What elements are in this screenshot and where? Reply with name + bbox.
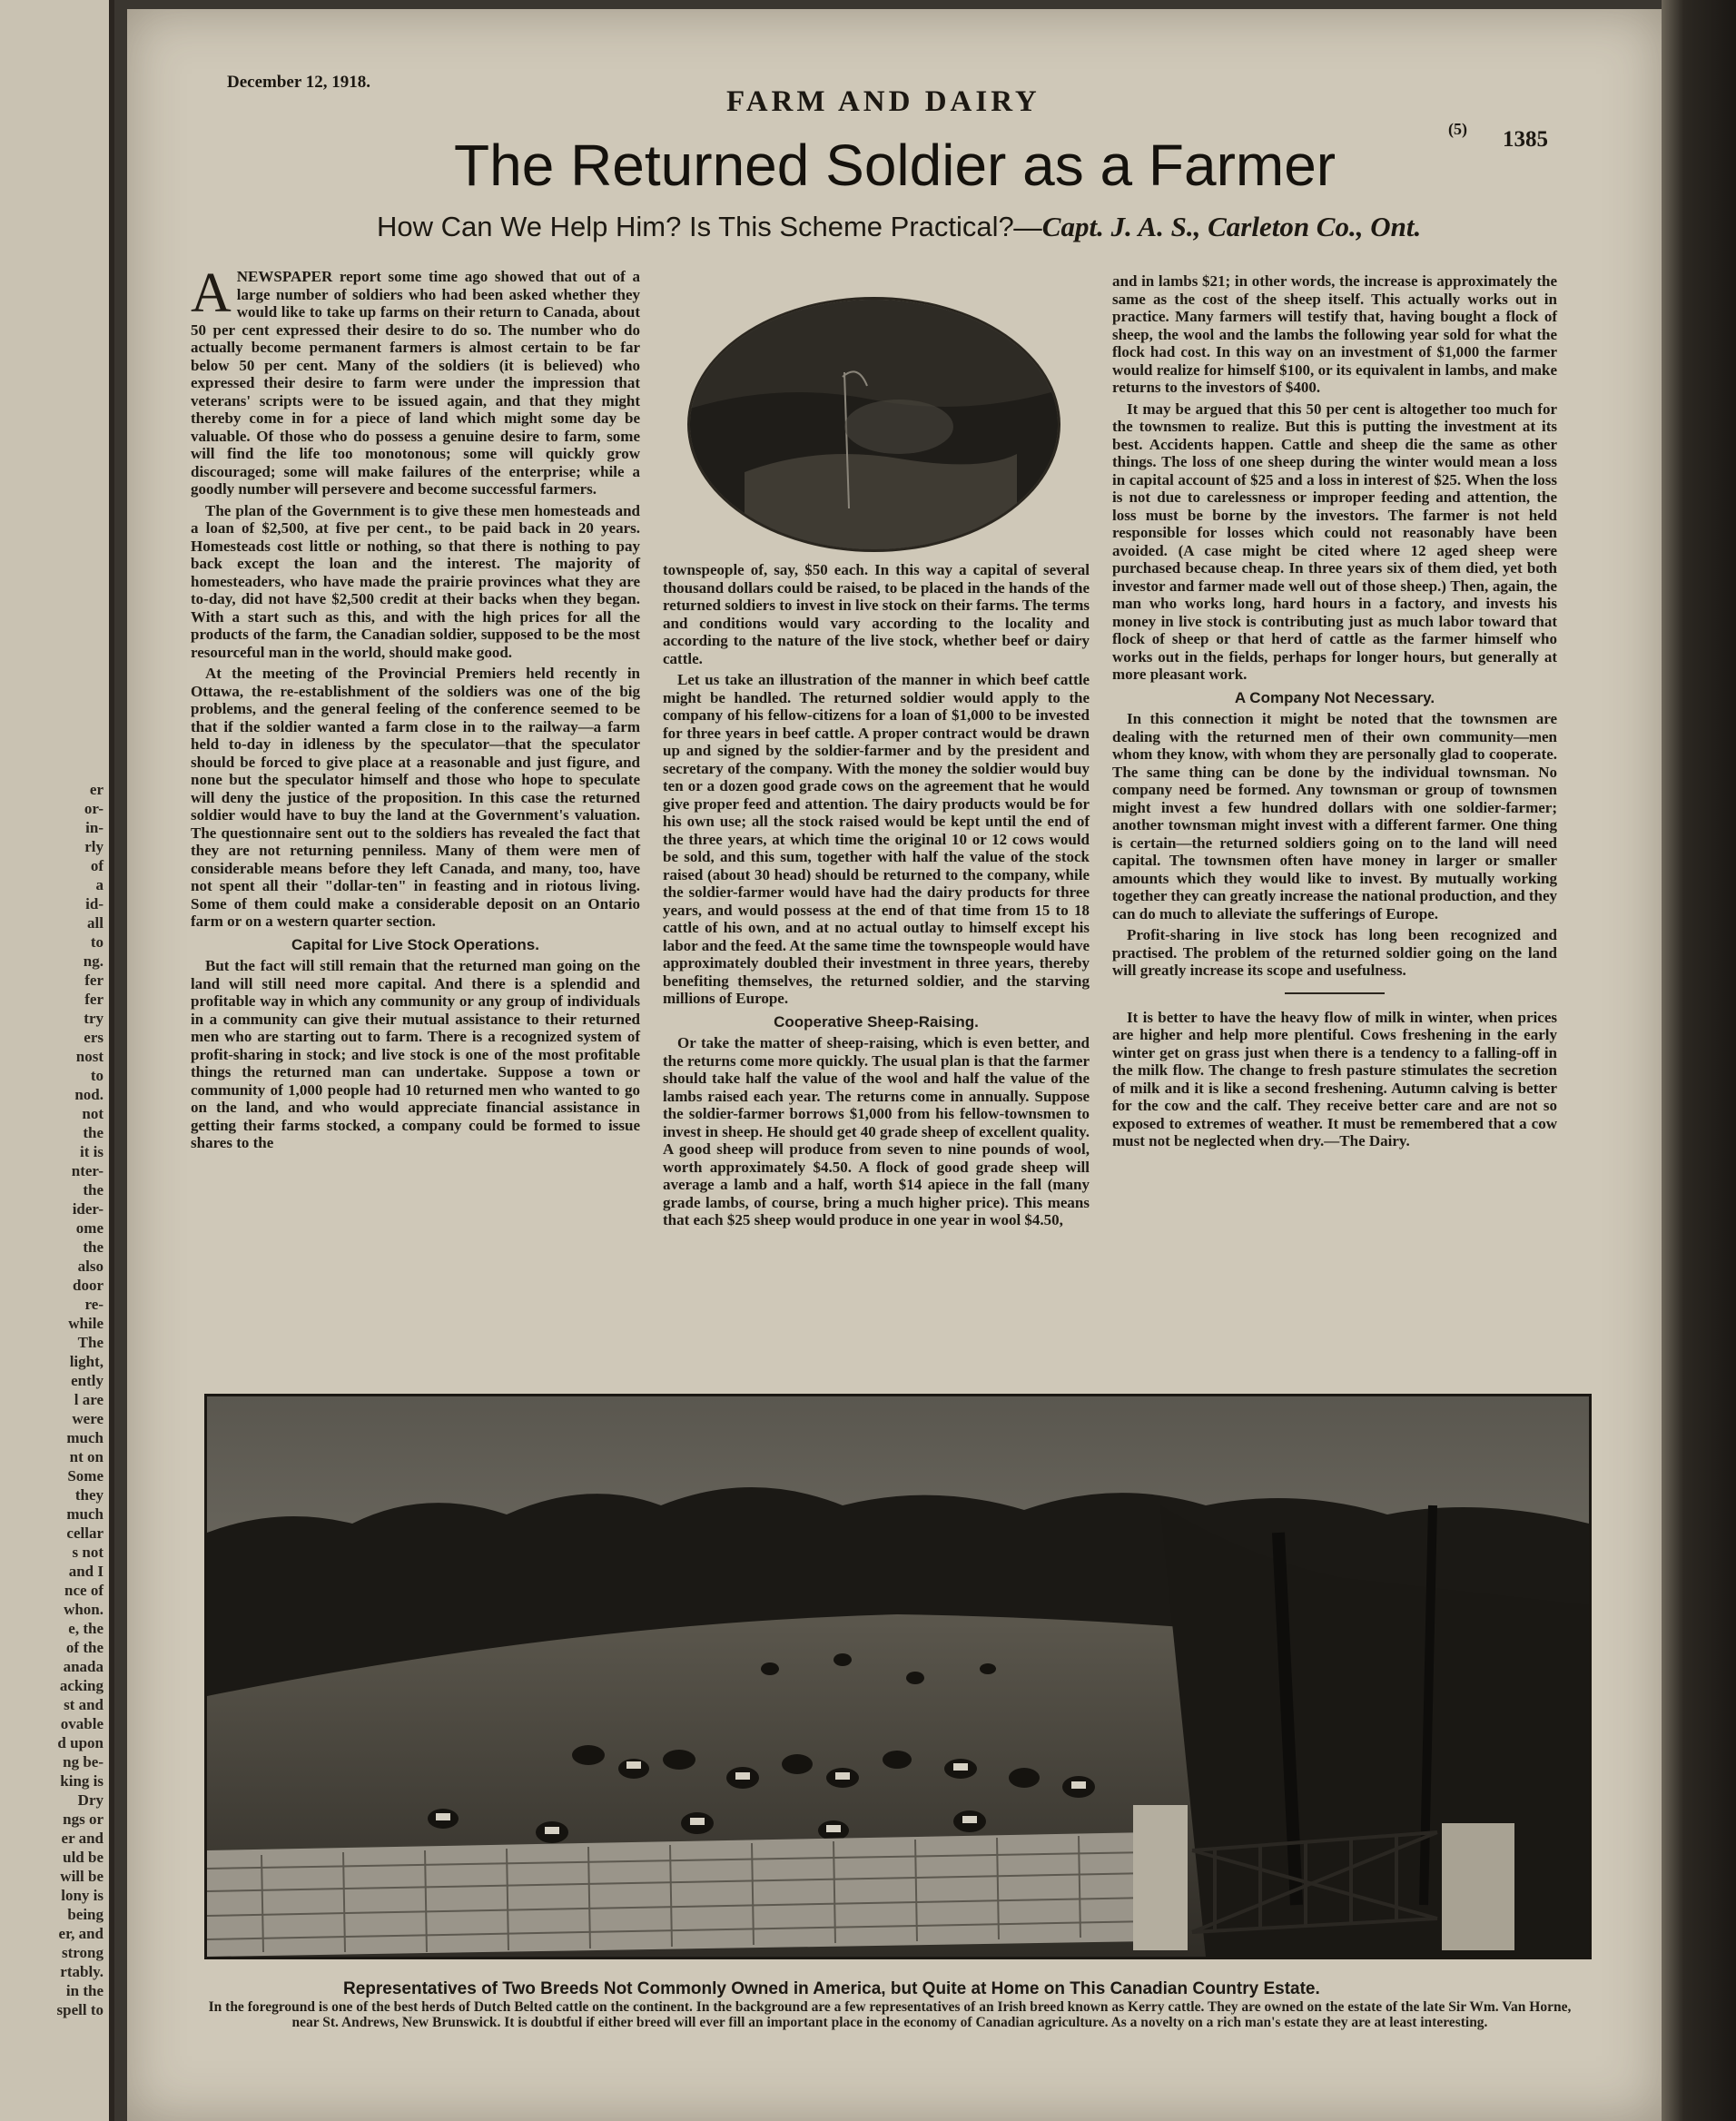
prev-page-fragment: fer bbox=[84, 991, 104, 1008]
article-subhead bbox=[377, 209, 1557, 245]
article-paragraph: Profit-sharing in live stock has long been recognized and practised. The problem of the returned soldier going on the land will greatly increase its scope and usefulness. bbox=[1112, 926, 1557, 979]
binding-edge bbox=[1662, 0, 1736, 2121]
prev-page-fragment: ng. bbox=[83, 952, 104, 970]
prev-page-fragment: the bbox=[83, 1181, 104, 1199]
prev-page-fragment: rly bbox=[84, 838, 104, 855]
prev-page-fragment: not bbox=[82, 1105, 104, 1122]
article-paragraph: The plan of the Government is to give these men homesteads and a loan of $2,500, at five per cent., to be paid back in 20 years. Homesteads cost little or nothing, so that there is nothing to pay back except the loan and the interest. The majority of homesteaders, who have made the prairie provinces what they are to-day, did not have $2,500 credit at their backs when they began. With a start such as this, and with the high prices for all the products of the farm, the Canadian soldier, supposed to be the most resourceful man in the world, should make good. bbox=[191, 501, 640, 661]
prev-page-fragment: cellar bbox=[66, 1524, 104, 1542]
estate-photo bbox=[204, 1394, 1592, 1959]
subhead-question: How Can We Help Him? Is This Scheme Practical? bbox=[377, 211, 1014, 242]
article-paragraph: Or take the matter of sheep-raising, which is even better, and the returns come more quickly. The usual plan is that the farmer should take half the value of the wool and half the value of the lambs raised each year. The returns come in annually. Suppose the soldier-farmer borrows $1,000 from his fellow-townsmen to invest in sheep. He should get 40 grade sheep of excellent quality. A good sheep will produce from seven to nine pounds of wool, worth approximately $4.50. A flock of good grade sheep will average a lamb and a half, worth $14 apiece in the fall (many grade lambs, of course, bring a much higher price). This means that each $25 sheep would produce in one year in wool $4.50, bbox=[663, 1034, 1090, 1228]
section-heading: Capital for Live Stock Operations. bbox=[291, 935, 539, 953]
prev-page-fragment: will be bbox=[60, 1868, 104, 1885]
page-number: 1385 bbox=[1503, 127, 1548, 152]
issue-date: December 12, 1918. bbox=[227, 73, 370, 92]
prev-page-fragment: whon. bbox=[64, 1601, 104, 1618]
prev-page-fragment: ider- bbox=[72, 1200, 104, 1218]
section-heading: A Company Not Necessary. bbox=[1234, 688, 1435, 706]
prev-page-fragment: a bbox=[95, 876, 104, 893]
photo-caption-body: In the foreground is one of the best herds of Dutch Belted cattle on the continent. In the background are a few representatives of an Irish breed known as Kerry cattle. They are owned on the estate of the late Sir Wm. Van Horne, near St. Andrews, New Brunswick. It is doubtful if either breed will ever fill an important place in the economy of Canadian agriculture. As a novelty on a rich man's estate they are at least interesting. bbox=[208, 1999, 1572, 2030]
prev-page-fragment: er, and bbox=[58, 1925, 104, 1942]
prev-page-fragment: e, the bbox=[68, 1620, 104, 1637]
prev-page-fragment: try bbox=[84, 1010, 104, 1027]
article-paragraph: At the meeting of the Provincial Premiers held recently in Ottawa, the re-establishment of the soldiers was one of the big problems, and the general feeling of the conference seemed to be that if the soldier wanted a farm close in to the railway—a farm held to-day in idleness by the speculator—that the speculator should be forced to give place at a reasonable and just figure, and none but the speculator himself and those who hope to speculate will deny the justice of the proposition. In this case the returned soldier would have to buy the land at the Government's valuation. The questionnaire sent out to the soldiers has revealed the fact that they are not returning penniless. Many of them were men of considerable means before they left Canada, and many, too, have not spent all their "dollar-ten" in feasting and in riotous living. Some of them could make a considerable deposit on an Ontario farm or on a western quarter section. bbox=[191, 665, 640, 930]
prev-page-fragment: and I bbox=[68, 1563, 104, 1580]
prev-page-fragment: id- bbox=[85, 895, 104, 913]
divider-rule bbox=[1285, 992, 1385, 994]
prev-page-fragment: nt on bbox=[69, 1448, 104, 1465]
prev-page-fragment: strong bbox=[62, 1944, 104, 1961]
section-heading: Cooperative Sheep-Raising. bbox=[774, 1012, 979, 1031]
column-2 bbox=[663, 561, 1090, 1233]
prev-page-fragment: rtably. bbox=[60, 1963, 104, 1980]
prev-page-fragment: in the bbox=[65, 1982, 104, 1999]
prev-page-fragment: s not bbox=[72, 1544, 104, 1561]
newspaper-page bbox=[127, 9, 1662, 2121]
prev-page-fragment: much bbox=[66, 1505, 104, 1523]
prev-page-fragment: ently bbox=[71, 1372, 104, 1389]
previous-page-edge bbox=[0, 0, 114, 2121]
prev-page-fragment: door bbox=[73, 1277, 104, 1294]
prev-page-fragment: Some bbox=[67, 1467, 104, 1485]
article-headline: The Returned Soldier as a Farmer bbox=[454, 133, 1337, 198]
article-paragraph: townspeople of, say, $50 each. In this way a capital of several thousand dollars could be raised, to be placed in the hands of the returned soldiers to invest in live stock on their farms. The terms and conditions would vary according to the locality and according to the nature of the live stock, whether beef or dairy cattle. bbox=[663, 561, 1090, 667]
prev-page-fragment: re- bbox=[84, 1296, 104, 1313]
prev-page-fragment: the bbox=[83, 1238, 104, 1256]
prev-page-fragment: nost bbox=[75, 1048, 104, 1065]
prev-page-fragment: nod. bbox=[74, 1086, 104, 1103]
article-paragraph: It may be argued that this 50 per cent is altogether too much for the townsmen to realize. But this is putting the investment at its best. Accidents happen. Cattle and sheep die the same as other things. The loss of one sheep during the winter would mean a loss in capital account of $25 and a loss in interest of $25. When the loss is not due to carelessness or improper feeding and attention, the loss must be borne by the investors. The farmer is not held responsible for losses which could not reasonably have been avoided. (A case might be cited where 12 aged sheep were purchased because cheap. In three years six of them died, yet both investor and farmer made well out of those sheep.) Then, again, the man who works long, hard hours in a factory, and invests his money in live stock is contributing just as much labor toward that flock of sheep or that herd of cattle as the farmer himself who works out in the fields, perhaps for longer hours, but generally at more pleasant work. bbox=[1112, 400, 1557, 683]
prev-page-fragment: to bbox=[90, 1067, 104, 1084]
prev-page-fragment: to bbox=[90, 933, 104, 951]
filler-paragraph: It is better to have the heavy flow of milk in winter, when prices are higher and help more plentiful. Cows freshening in the early winter get on grass just when there is a tendency to a falling-off in the milk flow. The change to fresh pasture stimulates the secretion of milk and it is like a second freshening. Autumn calving is better for the cow and the calf. They receive better care and are not so exposed to extremes of weather. It must be remembered that a cow must not be neglected when dry.—The Dairy. bbox=[1112, 1008, 1557, 1149]
estate-photo-art bbox=[207, 1396, 1589, 1957]
prev-page-fragment: of bbox=[90, 857, 104, 874]
prev-page-fragment: the bbox=[83, 1124, 104, 1141]
prev-page-fragment: nce of bbox=[64, 1582, 104, 1599]
prev-page-fragment: ovable bbox=[60, 1715, 104, 1732]
prev-page-fragment: king is bbox=[60, 1772, 104, 1790]
prev-page-fragment: fer bbox=[84, 972, 104, 989]
article-paragraph: But the fact will still remain that the returned man going on the land will still need more capital. And there is a splendid and profitable way in which any community or any group of individuals in a community can give their mutual assistance to their returned men who are starting out to farm. There is a recognized system of profit-sharing in stock; and live stock is one of the most profitable things the returned man can undertake. Suppose a town or community of 1,000 people had 10 returned men who wanted to go on the land, and who would appreciate financial assistance in getting their farms stocked, a company could be formed to issue shares to the bbox=[191, 957, 640, 1151]
oval-photo-art bbox=[690, 300, 1058, 549]
page-label: (5) bbox=[1448, 120, 1467, 138]
prev-page-fragment: ome bbox=[75, 1219, 104, 1237]
prev-page-fragment: while bbox=[68, 1315, 104, 1332]
prev-page-fragment: er bbox=[89, 781, 104, 798]
prev-page-fragment: it is bbox=[80, 1143, 104, 1160]
prev-page-fragment: uld be bbox=[63, 1849, 104, 1866]
drop-cap: A bbox=[191, 262, 232, 324]
photo-caption-title: Representatives of Two Breeds Not Commonly Owned in America, but Quite at Home on This Canadian Country Estate. bbox=[343, 1979, 1320, 1998]
prev-page-fragment: nter- bbox=[71, 1162, 104, 1179]
prev-page-fragment: they bbox=[74, 1486, 104, 1504]
prev-page-fragment: ngs or bbox=[63, 1810, 104, 1828]
prev-page-fragment: ng be- bbox=[63, 1753, 104, 1771]
prev-page-fragment: spell to bbox=[56, 2001, 104, 2018]
prev-page-fragment: of the bbox=[65, 1639, 104, 1656]
prev-page-fragment: being bbox=[67, 1906, 104, 1923]
prev-page-fragment: much bbox=[66, 1429, 104, 1446]
column-3 bbox=[1112, 272, 1557, 1154]
article-paragraph: In this connection it might be noted that the townsmen are dealing with the returned men of their own community—men whom they know, with whom they are personally glad to cooperate. The same thing can be done by the individual townsman. No company need be formed. Any townsman or group of townsmen might invest a few hundred dollars with one soldier-farmer; another townsman might invest with a different farmer. One thing is certain—the returned soldiers going on to the land will need capital. The townsmen often have money in larger or smaller amounts which they would like to invest. By mutually working together they can greatly increase the national production, and they can do much to alleviate the sufferings of Europe. bbox=[1112, 710, 1557, 922]
prev-page-fragment: Dry bbox=[77, 1791, 104, 1809]
oval-photo bbox=[690, 300, 1058, 549]
prev-page-fragment: were bbox=[72, 1410, 104, 1427]
prev-page-fragment: also bbox=[77, 1258, 104, 1275]
prev-page-fragment: d upon bbox=[57, 1734, 104, 1751]
prev-page-fragment: The bbox=[77, 1334, 104, 1351]
article-paragraph: and in lambs $21; in other words, the increase is approximately the same as the cost of the sheep itself. This actually works out in practice. Many farmers will testify that, having bought a flock of sheep, the wool and the lambs the following year sold for what the flock had cost. In this way on an investment of $1,000 the farmer would realize for himself $100, or its equivalent in lambs, and make returns to the investors of $400. bbox=[1112, 272, 1557, 396]
prev-page-fragment: st and bbox=[64, 1696, 104, 1713]
prev-page-fragment: or- bbox=[84, 800, 104, 817]
prev-page-fragment: l are bbox=[74, 1391, 104, 1408]
article-paragraph: Let us take an illustration of the manner in which beef cattle might be handled. The returned soldier would apply to the company of his fellow-citizens for a loan of $1,000 to be invested for three years in beef cattle. A proper contract would be drawn up and signed by the soldier-farmer and by the president and secretary of the company. With the money the soldier would buy ten or a dozen good grade cows on the agreement that he would give proper feed and attention. The dairy products would be for his own use; all the stock raised would be kept until the end of the three years, at which time the original 10 or 12 cows would be sold, and this sum, together with half the value of the stock raised (about 30 head) should be returned to the company, while the soldier-farmer would have had the dairy products for three years, and would possess at the end of that time from 15 to 18 cattle of his own, and at no actual outlay to himself except his labor and the feed. At the same time the townspeople would have approximately doubled their investment in three years, thereby benefiting themselves, the returned soldier, and the starving millions of Europe. bbox=[663, 671, 1090, 1007]
prev-page-fragment: light, bbox=[69, 1353, 104, 1370]
article-byline: —Capt. J. A. S., Carleton Co., Ont. bbox=[1013, 211, 1422, 242]
prev-page-fragment: all bbox=[87, 914, 104, 932]
prev-page-fragment: acking bbox=[59, 1677, 104, 1694]
prev-page-fragment: er and bbox=[61, 1830, 104, 1847]
publication-title: FARM AND DAIRY bbox=[726, 85, 1041, 118]
prev-page-fragment: lony is bbox=[61, 1887, 104, 1904]
prev-page-fragment: anada bbox=[63, 1658, 104, 1675]
column-1 bbox=[191, 262, 640, 1156]
prev-page-fragment: in- bbox=[85, 819, 104, 836]
prev-page-fragment: ers bbox=[84, 1029, 104, 1046]
article-paragraph: ANEWSPAPER report some time ago showed that out of a large number of soldiers who had been asked whether they would like to take up farms on their return to Canada, about 50 per cent expressed their desire to do so. The number who do actually become permanent farmers is almost certain to be far below 50 per cent. Many of the soldiers (it is believed) who expressed their desire to farm were under the impression that veterans' scripts were to be issued again, and that they might thereby come in for a piece of land which might some day be valuable. Of those who do possess a genuine desire to farm, some will find the life too monotonous; some will quickly grow discouraged; some will make failures of the enterprise; while a goodly number will persevere and become successful farmers. bbox=[191, 262, 640, 498]
